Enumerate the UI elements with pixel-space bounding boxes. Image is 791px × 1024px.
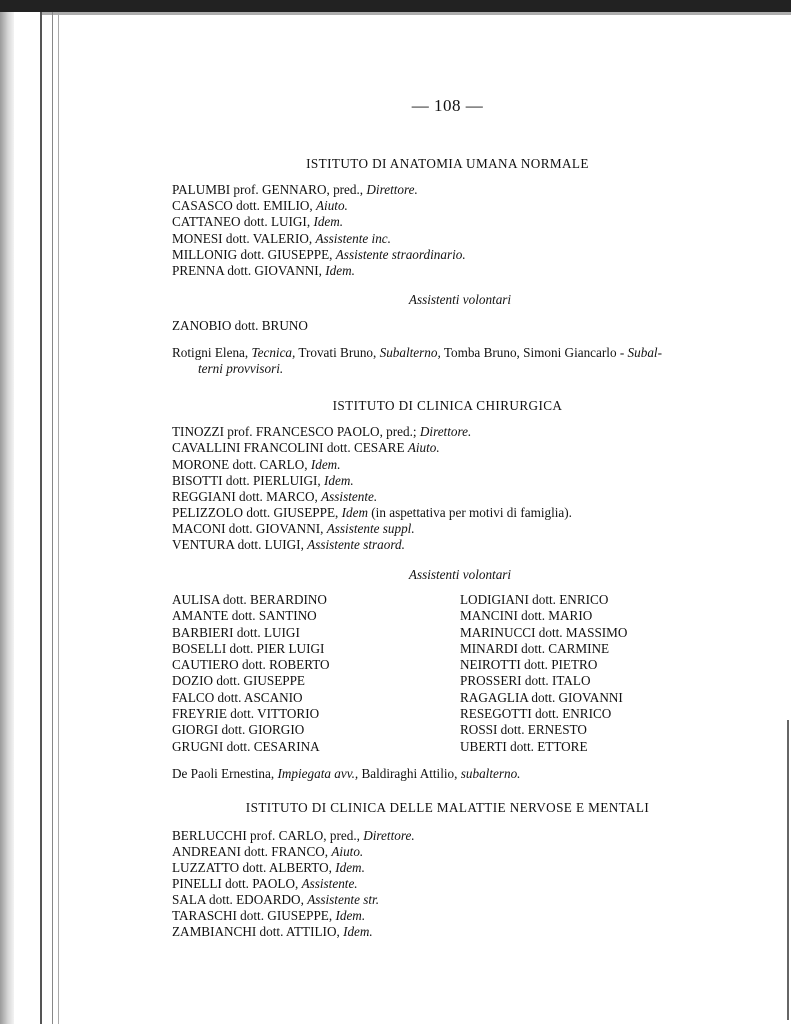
- volunteer-left: FREYRIE dott. VITTORIO: [172, 706, 320, 721]
- volunteer-right: RAGAGLIA dott. GIOVANNI: [460, 690, 623, 705]
- staff-line: REGGIANI dott. MARCO, Assistente.: [172, 489, 378, 504]
- volunteer-left: AMANTE dott. SANTINO: [172, 608, 317, 623]
- staff-line: SALA dott. EDOARDO, Assistente str.: [172, 892, 379, 907]
- staff-line: CASASCO dott. EMILIO, Aiuto.: [172, 198, 348, 213]
- staff-line: BERLUCCHI prof. CARLO, pred., Direttore.: [172, 828, 415, 843]
- staff-line: BISOTTI dott. PIERLUIGI, Idem.: [172, 473, 354, 488]
- staff-line: LUZZATTO dott. ALBERTO, Idem.: [172, 860, 365, 875]
- volunteer-right: PROSSERI dott. ITALO: [460, 673, 591, 688]
- volunteer-left: GRUGNI dott. CESARINA: [172, 739, 320, 754]
- staff-line: ANDREANI dott. FRANCO, Aiuto.: [172, 844, 364, 859]
- staff-line: ZAMBIANCHI dott. ATTILIO, Idem.: [172, 924, 373, 939]
- staff-line: MILLONIG dott. GIUSEPPE, Assistente straordinario.: [172, 247, 466, 262]
- staff-line: PRENNA dott. GIOVANNI, Idem.: [172, 263, 355, 278]
- staff-line: TARASCHI dott. GIUSEPPE, Idem.: [172, 908, 366, 923]
- volunteer-left: BOSELLI dott. PIER LUIGI: [172, 641, 325, 656]
- staff-line: MACONI dott. GIOVANNI, Assistente suppl.: [172, 521, 415, 536]
- scan-top-border: [0, 0, 791, 12]
- volunteer-right: MINARDI dott. CARMINE: [460, 641, 610, 656]
- page-number: — 108 —: [411, 96, 484, 115]
- volunteer-right: LODIGIANI dott. ENRICO: [460, 592, 609, 607]
- staff-line: PINELLI dott. PAOLO, Assistente.: [172, 876, 358, 891]
- others-line: De Paoli Ernestina, Impiegata avv., Baldiraghi Attilio, subalterno.: [172, 766, 521, 781]
- staff-line: CATTANEO dott. LUIGI, Idem.: [172, 214, 344, 229]
- staff-line: MORONE dott. CARLO, Idem.: [172, 457, 341, 472]
- staff-line: PALUMBI prof. GENNARO, pred., Direttore.: [172, 182, 418, 197]
- volunteer-left: AULISA dott. BERARDINO: [172, 592, 327, 607]
- volunteer-right: UBERTI dott. ETTORE: [460, 739, 588, 754]
- scan-edge-shadow: [0, 0, 14, 1024]
- volunteer-right: MANCINI dott. MARIO: [460, 608, 593, 623]
- staff-line: MONESI dott. VALERIO, Assistente inc.: [172, 231, 391, 246]
- volunteer-right: NEIROTTI dott. PIETRO: [460, 657, 598, 672]
- volunteer-left: GIORGI dott. GIORGIO: [172, 722, 305, 737]
- volunteer-left: FALCO dott. ASCANIO: [172, 690, 303, 705]
- volunteer-left: DOZIO dott. GIUSEPPE: [172, 673, 305, 688]
- staff-line: VENTURA dott. LUIGI, Assistente straord.: [172, 537, 405, 552]
- volunteers-heading: Assistenti volontari: [408, 292, 512, 307]
- volunteers-heading: Assistenti volontari: [408, 567, 512, 582]
- section-heading: ISTITUTO DI CLINICA DELLE MALATTIE NERVOSE E MENTALI: [245, 800, 650, 815]
- volunteer-right: MARINUCCI dott. MASSIMO: [460, 625, 628, 640]
- staff-line: PELIZZOLO dott. GIUSEPPE, Idem (in aspettativa per motivi di famiglia).: [172, 505, 572, 520]
- staff-line: TINOZZI prof. FRANCESCO PAOLO, pred.; Direttore.: [172, 424, 472, 439]
- scan-top-border-faint: [40, 12, 791, 15]
- section-heading: ISTITUTO DI ANATOMIA UMANA NORMALE: [306, 156, 589, 171]
- volunteer-left: BARBIERI dott. LUIGI: [172, 625, 300, 640]
- volunteer-right: ROSSI dott. ERNESTO: [460, 722, 587, 737]
- section-heading: ISTITUTO DI CLINICA CHIRURGICA: [332, 398, 563, 413]
- volunteer-right: RESEGOTTI dott. ENRICO: [460, 706, 612, 721]
- others-line: Rotigni Elena, Tecnica, Trovati Bruno, Subalterno, Tomba Bruno, Simoni Giancarlo - Subal-: [172, 345, 662, 360]
- volunteer-left: CAUTIERO dott. ROBERTO: [172, 657, 330, 672]
- others-line-cont: terni provvisori.: [198, 361, 284, 376]
- scan-right-edge: [787, 720, 789, 1020]
- staff-line: CAVALLINI FRANCOLINI dott. CESARE Aiuto.: [172, 440, 440, 455]
- volunteer-line: ZANOBIO dott. BRUNO: [172, 318, 308, 333]
